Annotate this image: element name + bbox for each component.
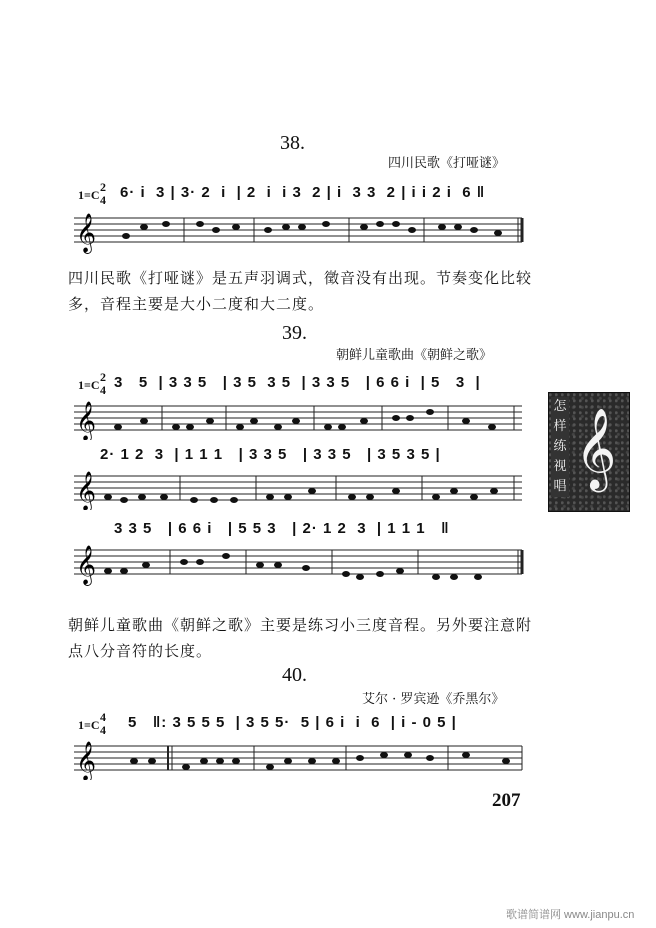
key-signature: 1=C <box>78 378 100 392</box>
music-staff <box>74 400 534 440</box>
jianpu-line: 6· i 3 | 3· 2 i | 2 i i 3 2 | i 3 3 2 | i i 2 i 6 ‖ <box>120 184 486 201</box>
description-paragraph: 四川民歌《打哑谜》是五声羽调式，徵音没有出现。节奏变化比较多，音程主要是大小二度和大二度。 <box>68 269 533 313</box>
time-bottom: 4 <box>100 723 106 737</box>
jianpu-line: 5 ‖: 3 5 5 5 | 3 5 5· 5 | 6 i i 6 | i - 0 5 | <box>128 714 457 731</box>
description-paragraph: 朝鲜儿童歌曲《朝鲜之歌》主要是练习小三度音程。另外要注意附点八分音符的长度。 <box>68 616 533 660</box>
time-top: 4 <box>100 710 106 724</box>
exercise-number: 38. <box>280 132 305 154</box>
song-source: 四川民歌《打哑谜》 <box>388 156 506 171</box>
time-top: 2 <box>100 370 106 384</box>
treble-clef-icon: 𝄞 <box>76 213 97 253</box>
site-watermark: 歌谱简谱网 www.jianpu.cn <box>506 909 635 921</box>
chapter-title: 怎样练视唱 <box>551 397 569 497</box>
time-bottom: 4 <box>100 193 106 207</box>
time-top: 2 <box>100 180 106 194</box>
chapter-sidebar <box>548 392 630 512</box>
music-staff <box>74 740 534 780</box>
treble-clef-icon: 𝄞 <box>575 407 617 489</box>
key-signature: 1=C <box>78 188 100 202</box>
jianpu-line: 3 5 | 3 3 5 | 3 5 3 5 | 3 3 5 | 6 6 i | 5 3 | <box>114 374 481 391</box>
treble-clef-icon: 𝄞 <box>76 545 97 585</box>
song-source: 艾尔 · 罗宾逊《乔黑尔》 <box>362 692 505 707</box>
time-bottom: 4 <box>100 383 106 397</box>
exercise-number: 39. <box>282 322 307 344</box>
song-source: 朝鲜儿童歌曲《朝鲜之歌》 <box>336 348 493 363</box>
music-staff <box>74 470 534 510</box>
music-staff <box>74 212 534 256</box>
treble-clef-icon: 𝄞 <box>76 401 97 440</box>
jianpu-line: 3 3 5 | 6 6 i | 5 5 3 | 2· 1 2 3 | 1 1 1 ‖ <box>114 520 450 537</box>
treble-clef-icon: 𝄞 <box>76 741 97 780</box>
page-number: 207 <box>492 790 521 811</box>
treble-clef-icon: 𝄞 <box>76 471 97 510</box>
exercise-number: 40. <box>282 664 307 686</box>
key-signature: 1=C <box>78 718 100 732</box>
music-staff <box>74 544 534 588</box>
jianpu-line: 2· 1 2 3 | 1 1 1 | 3 3 5 | 3 3 5 | 3 5 3 5 | <box>100 446 441 463</box>
